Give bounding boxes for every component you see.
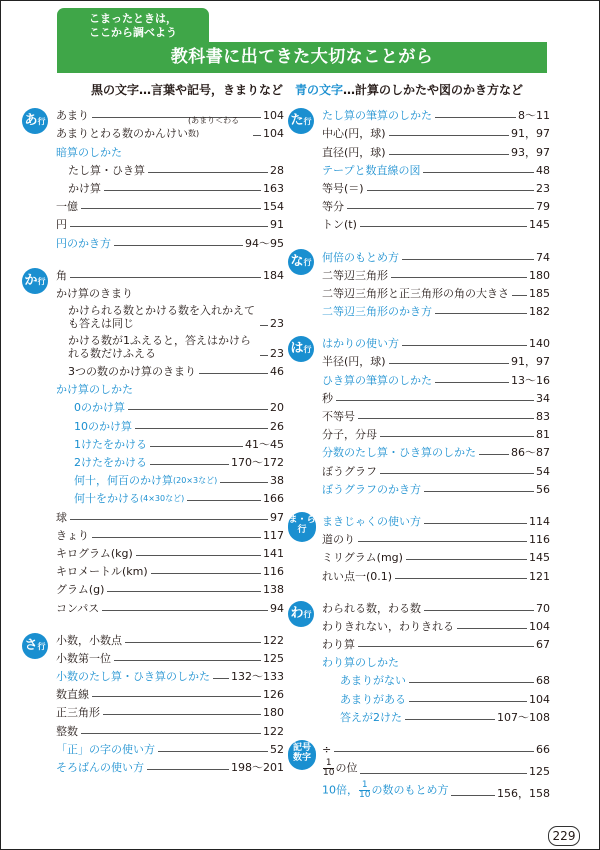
index-entry[interactable]: 分子，分母 81 (322, 428, 550, 442)
index-entry[interactable]: 1けたをかける 41〜45 (74, 437, 284, 451)
index-entry[interactable]: コンパス 94 (56, 601, 284, 615)
page-number: 229 (548, 826, 580, 846)
index-entry[interactable]: 道のり 116 (322, 533, 550, 547)
index-entry[interactable]: 10倍， $\frac{1}{10}$ の数のもとめ方 156，158 (322, 780, 550, 800)
index-entry[interactable]: 何十，何百のかけ算 (20×3など) 38 (74, 474, 284, 488)
index-entry[interactable]: 分数のたし算・ひき算のしかた 86〜87 (322, 446, 550, 460)
section-symbols (288, 738, 550, 800)
index-entry[interactable]: わられる数，わる数 70 (322, 601, 550, 615)
section-sa (22, 629, 284, 775)
section-badge: ま・ら 行 (288, 512, 316, 542)
index-entry[interactable]: かけられる数とかける数を入れかえても答えは同じ 23 (68, 303, 284, 330)
index-entry[interactable]: かけ算 163 (68, 181, 284, 195)
index-entry[interactable]: あまりがある 104 (340, 692, 550, 706)
section-badge: は行 (288, 336, 314, 362)
index-column-right (288, 104, 550, 800)
index-entry[interactable]: 角 184 (56, 268, 284, 282)
index-entry[interactable]: たし算・ひき算 28 (68, 163, 284, 177)
index-entry[interactable]: 等号(＝) 23 (322, 181, 550, 195)
section-badge: わ行 (288, 601, 314, 627)
index-entry[interactable]: 10のかけ算 26 (74, 419, 284, 433)
section-badge: な行 (288, 249, 314, 275)
index-entry[interactable]: あまりとわる数のかんけい (あまり＜わる数) 104 (56, 116, 284, 141)
index-entry[interactable]: 不等号 83 (322, 410, 550, 423)
fraction-one-tenth: $\frac{1}{10}$ (359, 780, 371, 800)
index-entry[interactable]: わりきれない，わりきれる 104 (322, 619, 550, 633)
index-entry[interactable]: 小数，小数点 122 (56, 633, 284, 647)
index-entry[interactable]: 「正」の字の使い方 52 (56, 742, 284, 756)
index-entry[interactable]: トン(t) 145 (322, 218, 550, 232)
legend-black (91, 81, 283, 98)
fraction-one-tenth: $\frac{1}{10}$ (323, 758, 335, 778)
index-heading[interactable]: わり算のしかた (322, 656, 399, 670)
index-entry[interactable]: あまり 104 (56, 109, 284, 123)
index-entry[interactable]: 二等辺三角形 180 (322, 268, 550, 282)
index-entry[interactable]: 0のかけ算 20 (74, 401, 284, 415)
index-entry[interactable]: まきじゃくの使い方 114 (322, 514, 550, 528)
index-heading[interactable]: 暗算のしかた (56, 145, 122, 159)
section-ta (288, 104, 550, 231)
index-entry[interactable]: そろばんの使い方 198〜201 (56, 761, 284, 774)
index-entry[interactable]: 小数第一位 125 (56, 651, 284, 665)
index-entry[interactable]: $\frac{1}{10}$ の位 125 (323, 758, 550, 778)
legend-blue (295, 81, 523, 98)
section-ka (22, 264, 284, 615)
section-na (288, 245, 550, 318)
index-entry[interactable]: わり算 67 (322, 638, 550, 652)
index-entry[interactable]: 正三角形 180 (56, 706, 284, 720)
index-entry[interactable]: 小数のたし算・ひき算のしかた 132〜133 (56, 670, 284, 684)
index-entry[interactable]: かける数が1ふえると，答えはかけられる数だけふえる 23 (68, 333, 284, 360)
index-entry[interactable]: 半径(円，球) 91，97 (322, 355, 550, 369)
section-badge: あ行 (22, 108, 48, 134)
index-entry[interactable]: 何十をかける (4×30など) 166 (74, 492, 284, 506)
index-entry[interactable]: 球 97 (56, 510, 284, 524)
index-entry[interactable]: 直径(円，球) 93，97 (322, 145, 550, 159)
index-entry[interactable]: ÷ 66 (322, 743, 550, 756)
index-entry[interactable]: れい点一(0.1) 121 (322, 569, 550, 583)
index-entry[interactable]: 二等辺三角形のかき方 182 (322, 305, 550, 319)
index-entry[interactable]: 円 91 (56, 218, 284, 232)
header-tab (57, 8, 209, 42)
index-entry[interactable]: はかりの使い方 140 (322, 337, 550, 351)
section-wa (288, 597, 550, 724)
legend-black-key: 黒の文字 (91, 83, 140, 97)
index-entry[interactable]: 二等辺三角形と正三角形の角の大きさ 185 (322, 286, 550, 300)
legend-black-desc: …言葉や記号，きまりなど (139, 83, 284, 97)
section-badge: 記号 数字 (288, 740, 316, 770)
legend-blue-key: 青の文字 (295, 83, 344, 97)
index-entry[interactable]: ミリグラム(mg) 145 (322, 551, 550, 565)
index-entry[interactable]: ぼうグラフのかき方 56 (322, 482, 550, 496)
index-column-left (22, 104, 284, 774)
index-entry[interactable]: テープと数直線の図 48 (322, 163, 550, 177)
tab-line-1: こまったときは， (89, 12, 177, 25)
section-ma-ra (288, 510, 550, 583)
index-entry[interactable]: 数直線 126 (56, 688, 284, 702)
index-entry[interactable]: 何倍のもとめ方 74 (322, 250, 550, 264)
section-badge: さ行 (22, 633, 48, 659)
index-heading[interactable]: かけ算のきまり (56, 286, 133, 300)
index-entry[interactable]: キログラム(kg) 141 (56, 546, 284, 560)
index-entry[interactable]: 整数 122 (56, 724, 284, 738)
section-badge: か行 (22, 268, 48, 294)
index-entry[interactable]: 2けたをかける 170〜172 (74, 456, 284, 469)
index-entry[interactable]: きょり 117 (56, 528, 284, 542)
index-entry[interactable]: ぼうグラフ 54 (322, 464, 550, 478)
index-entry[interactable]: 中心(円，球) 91，97 (322, 127, 550, 141)
section-a (22, 104, 284, 250)
index-entry[interactable]: あまりがない 68 (340, 674, 550, 688)
index-entry[interactable]: 3つの数のかけ算のきまり 46 (68, 365, 284, 379)
index-entry[interactable]: 答えが2けた 107〜108 (340, 710, 550, 724)
page-title: 教科書に出てきた大切なことがら (57, 42, 547, 73)
tab-line-2: ここから調べよう (89, 26, 177, 39)
index-entry[interactable]: 秒 34 (322, 391, 550, 405)
section-ha (288, 332, 550, 496)
index-heading[interactable]: かけ算のしかた (56, 383, 133, 397)
index-entry[interactable]: 円のかき方 94〜95 (56, 236, 284, 250)
section-badge: た行 (288, 108, 314, 134)
index-entry[interactable]: キロメートル(km) 116 (56, 565, 284, 579)
index-entry[interactable]: ひき算の筆算のしかた 13〜16 (322, 373, 550, 387)
index-entry[interactable]: 一億 154 (56, 200, 284, 214)
index-entry[interactable]: グラム(g) 138 (56, 583, 284, 597)
index-entry[interactable]: 等分 79 (322, 200, 550, 214)
legend-blue-desc: …計算のしかたや図のかき方など (343, 83, 524, 97)
index-entry[interactable]: たし算の筆算のしかた 8〜11 (322, 109, 550, 123)
